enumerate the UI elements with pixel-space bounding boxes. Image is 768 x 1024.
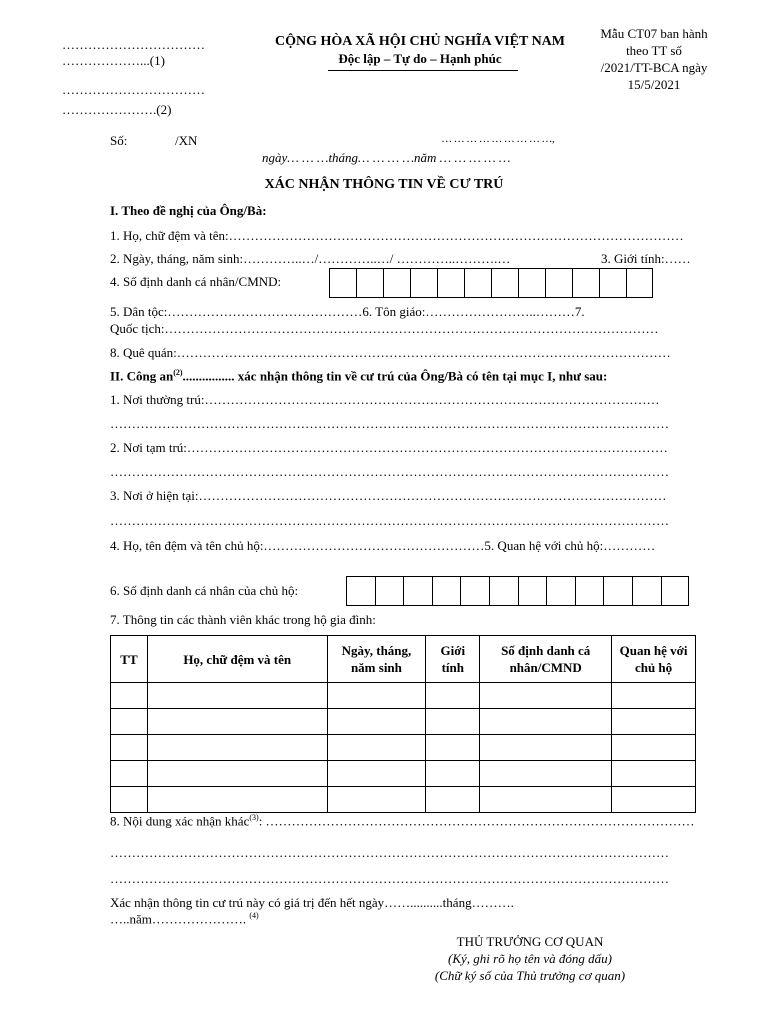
place-dots: … … … … … … … … …, [442, 133, 555, 145]
field-household-members-label: 7. Thông tin các thành viên khác trong hộ gia đình: [110, 612, 376, 627]
dotted-line: ………………………………………………………………………………………………………………… [110, 416, 669, 431]
agency-line-2: ………………...(1) [62, 53, 165, 68]
table-row[interactable] [111, 683, 696, 709]
digital-signature-note: (Chữ ký số của Thủ trưởng cơ quan) [434, 968, 626, 983]
field-id-number-label: 4. Số định danh cá nhân/CMND: [110, 274, 282, 289]
signature-instruction: (Ký, ghi rõ họ tên và đóng dấu) [448, 951, 612, 966]
dotted-line: ………………………………………………………………………………………………………………… [110, 513, 669, 528]
column-header: TT [111, 636, 148, 683]
nation-heading: CỘNG HÒA XÃ HỘI CHỦ NGHĨA VIỆT NAM [274, 34, 565, 49]
table-row[interactable] [111, 761, 696, 787]
table-header-row [111, 636, 696, 683]
form-note-line-1: Mẫu CT07 ban hành [600, 26, 708, 41]
validity-line-1: Xác nhận thông tin cư trú này có giá trị đến hết ngày……..........tháng………. [110, 895, 514, 910]
table-row[interactable] [111, 735, 696, 761]
field-household-head-id-label: 6. Số định danh cá nhân của chủ hộ: [110, 583, 299, 598]
field-current-residence: 3. Nơi ở hiện tại:……………………………………………………………………………………………… [110, 488, 667, 503]
section2-heading: II. Công $an^{(2)}$................ xác nhận thông tin về cư trú của Ông/Bà có tên tại mục I, như sau: [110, 368, 608, 384]
column-header: Giới tính [426, 636, 480, 683]
column-header: Số định danh cá nhân/CMND [480, 636, 612, 683]
dotted-line: ………………………………………………………………………………………………………………… [110, 464, 669, 479]
form-note-line-3: /2021/TT-BCA ngày [600, 60, 708, 75]
field-ethnicity-religion: 5. Dân tộc:………………………………………6. Tôn giáo:……………………..………7. [110, 304, 585, 319]
document-title: XÁC NHẬN THÔNG TIN VỀ CƯ TRÚ [264, 177, 504, 192]
field-gender: 3. Giới tính:…… [601, 251, 691, 266]
field-nationality: Quốc tịch:…………………………………………………………………………………………………… [110, 321, 659, 336]
field-date-of-birth: 2. Ngày, tháng, năm sinh:…………..…/…………..…/ …………..……….… [110, 251, 511, 266]
motto: Độc lập – Tự do – Hạnh phúc [338, 51, 502, 66]
document-number-label: Số: [110, 133, 128, 148]
field-household-head: 4. Họ, tên đệm và tên chủ hộ:……………………………………………5. Quan hệ với chủ hộ:………… [110, 538, 656, 553]
column-header: Họ, chữ đệm và tên [147, 636, 327, 683]
column-header: Ngày, tháng, năm sinh [327, 636, 426, 683]
field-full-name: 1. Họ, chữ đệm và tên:…………………………………………………………………………………………… [110, 228, 684, 243]
field-other-confirmation: 8. Nội dung xác nhận khác$^{(3)}$: ……………………………………………………………………………………… [110, 813, 695, 829]
form-note-line-2: theo TT số [626, 43, 682, 58]
id-number-boxes[interactable] [329, 268, 653, 298]
household-members-table [110, 635, 696, 813]
column-header: Quan hệ với chủ hộ [612, 636, 696, 683]
agency-line-3: …………………………… [62, 82, 205, 97]
form-note-line-4: 15/5/2021 [627, 77, 681, 92]
signature-title: THỦ TRƯỞNG CƠ QUAN [456, 934, 604, 949]
motto-underline [328, 70, 518, 71]
table-row[interactable] [111, 787, 696, 813]
date-line: ngày… … …tháng… … … …năm … … … … … [262, 150, 511, 165]
household-head-id-boxes[interactable] [346, 576, 689, 606]
table-row[interactable] [111, 709, 696, 735]
dotted-line: ………………………………………………………………………………………………………………… [110, 845, 669, 860]
section1-heading: I. Theo đề nghị của Ông/Bà: [110, 203, 267, 218]
field-hometown: 8. Quê quán:…………………………………………………………………………………………………… [110, 345, 671, 360]
validity-line-2: …..năm…………………. $^{(4)}$ [110, 911, 259, 927]
dotted-line: ………………………………………………………………………………………………………………… [110, 871, 669, 886]
document-number-suffix: /XN [175, 133, 198, 148]
agency-line-4: ………………….(2) [62, 102, 172, 117]
field-temporary-residence: 2. Nơi tạm trú:………………………………………………………………………………………………… [110, 440, 668, 455]
field-permanent-residence: 1. Nơi thường trú:…………………………………………………………………………………………… [110, 392, 660, 407]
agency-line-1: …………………………… [62, 37, 205, 52]
